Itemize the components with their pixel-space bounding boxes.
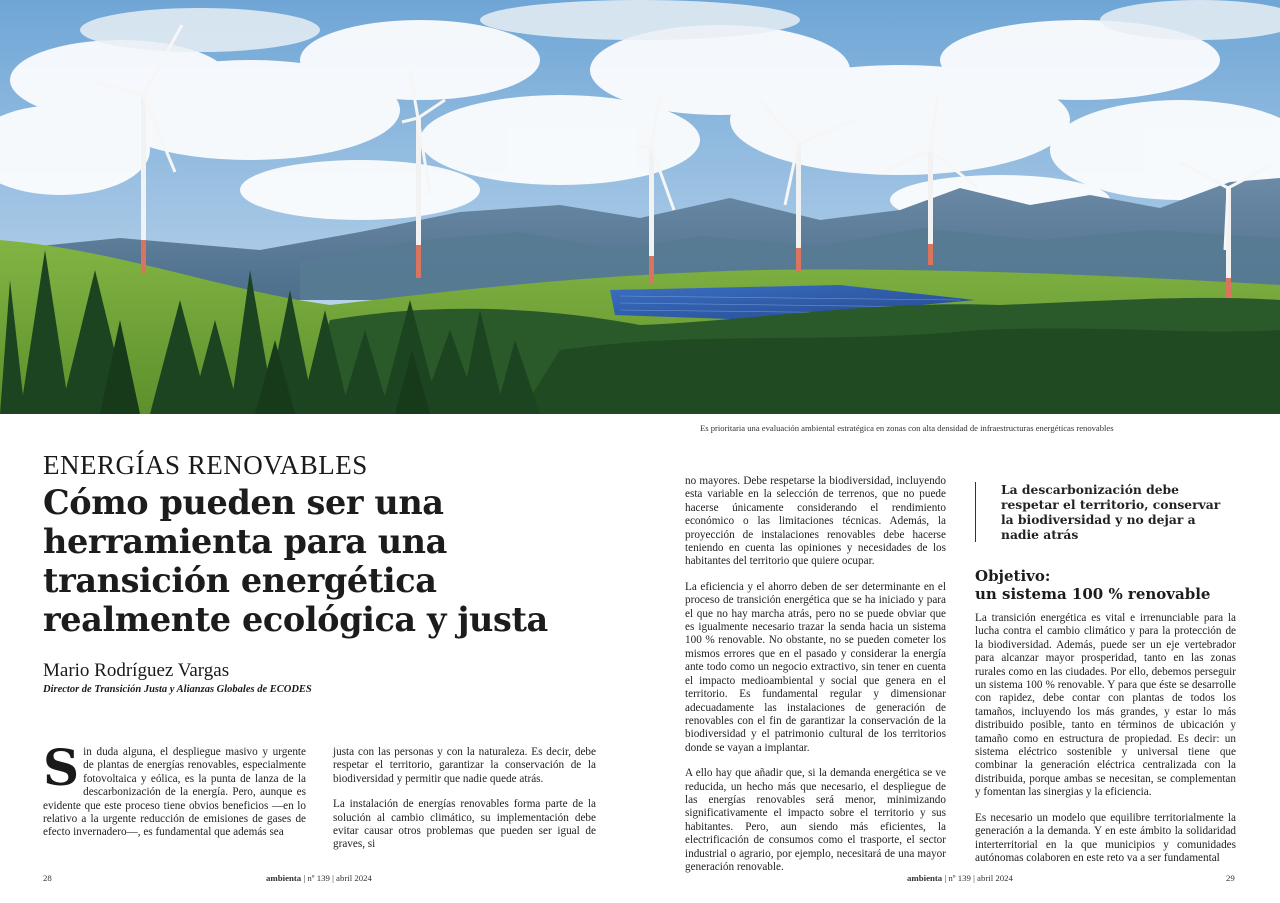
body-paragraph: La eficiencia y el ahorro deben de ser determinante en el proceso de transición energética que se ha iniciado y para el que no hay marcha atrás, pero no se puede obviar que es igualmente necesario trazar la senda hacia un sistema 100 % renovable. No obstante, no se pueden cometer los mismos errores que en el pasado y considerar la energía ante todo como un negocio extractivo, sin tener en cuenta el impacto medioambiental y social que genera en el territorio. Es fundamental regular y dimensionar adecuadamente las instalaciones de generación de renovables con el fin de garantizar la conservación de la biodiversidad y el patrimonio cultural de los territorios donde se vayan a implantar. — [685, 580, 946, 754]
wind-farm-landscape — [0, 0, 1280, 414]
headline-line: Cómo pueden ser una — [43, 483, 444, 522]
paragraph-text: in duda alguna, el despliegue masivo y urgente de plantas de energías renovables, especialmente fotovoltaica y eólica, es la punta de lanza de la descarbonización de la energía. Pero, aunque es evidente que este proceso tiene obvios beneficios —en lo relativo a la urgente reducción de emisiones de gases de efecto invernadero—, es fundamental que además sea — [43, 746, 306, 839]
headline-line: transición energética — [43, 561, 437, 600]
body-paragraph: Es necesario un modelo que equilibre territorialmente la generación a la demanda. Y en este ámbito la solidaridad interterritorial en la que municipios y comunidades autónomas colaboren en este reto va a ser fundamental — [975, 811, 1236, 864]
footer-right — [907, 873, 1013, 883]
page-number-left: 28 — [43, 873, 52, 883]
body-column-1 — [43, 738, 306, 852]
body-column-3 — [685, 475, 946, 886]
author-name: Mario Rodríguez Vargas — [43, 660, 230, 681]
page-number-right: 29 — [1226, 873, 1235, 883]
subheading — [975, 567, 1235, 603]
issue-info: | nº 139 | abril 2024 — [944, 873, 1013, 883]
body-column-4 — [975, 612, 1236, 877]
body-paragraph: La instalación de energías renovables forma parte de la solución al cambio climático, su implementación debe evitar causar otros problemas que pueden ser igual de graves, si — [333, 798, 596, 851]
photo-caption: Es prioritaria una evaluación ambiental estratégica en zonas con alta densidad de infraestructuras energéticas renovables — [700, 423, 1114, 433]
footer-left — [266, 873, 372, 883]
drop-cap: S — [43, 738, 80, 797]
author-role: Director de Transición Justa y Alianzas Globales de ECODES — [43, 684, 312, 695]
issue-info: | nº 139 | abril 2024 — [303, 873, 372, 883]
section-label: ENERGÍAS RENOVABLES — [43, 450, 368, 480]
magazine-name: ambienta — [907, 873, 943, 883]
subheading-line: un sistema 100 % renovable — [975, 585, 1211, 603]
headline-line: herramienta para una — [43, 522, 447, 561]
subheading-line: Objetivo: — [975, 567, 1051, 585]
body-paragraph: justa con las personas y con la naturaleza. Es decir, debe respetar el territorio, garantizar la conservación de la biodiversidad y permitir que nadie quede atrás. — [333, 746, 596, 785]
body-paragraph: La transición energética es vital e irrenunciable para la lucha contra el cambio climático y para la protección de la biodiversidad. Además, puede ser un eje vertebrador para alcanzar mayor prosperidad, tanto en las zonas rurales como en las ciudades. Por ello, debemos perseguir un sistema 100 % renovable. Y para que éste se desarrolle con rapidez, debe contar con plantas de todos los tamaños, incluyendo los más grandes, y estar lo más distribuido posible, tanto en términos de ubicación y tamaño como en estructura de propiedad. Es decir: un sistema eléctrico sostenible y universal tiene que combinar la generación eléctrica centralizada con la distribuida, porque ambas se necesitan, se complementan y fomentan las sinergias y la eficiencia. — [975, 612, 1236, 799]
magazine-name: ambienta — [266, 873, 302, 883]
body-paragraph: no mayores. Debe respetarse la biodiversidad, incluyendo esta variable en la selección de terrenos, que no puede hacerse únicamente considerando el rendimiento económico o las limitaciones técnicas. Además, la proyección de instalaciones renovables debe hacerse teniendo en cuenta las opiniones y necesidades de los habitantes del territorio que quiere ocupar. — [685, 475, 946, 568]
pull-quote: La descarbonización debe respetar el territorio, conservar la biodiversidad y no dejar a nadie atrás — [975, 482, 1231, 542]
body-paragraph: A ello hay que añadir que, si la demanda energética se ve reducida, un hecho más que necesario, el despliegue de las energías renovables será menor, minimizando significativamente el impacto sobre el territorio y sus habitantes. Pero, aun siendo más eficientes, la electrificación de consumos como el trasporte, el sector industrial o agrario, por ejemplo, necesitará de una mayor generación renovable. — [685, 767, 946, 873]
body-paragraph — [43, 738, 306, 840]
body-column-2 — [333, 746, 596, 864]
hero-photo — [0, 0, 1280, 414]
headline-line: realmente ecológica y justa — [43, 600, 548, 639]
article-headline — [43, 483, 643, 639]
